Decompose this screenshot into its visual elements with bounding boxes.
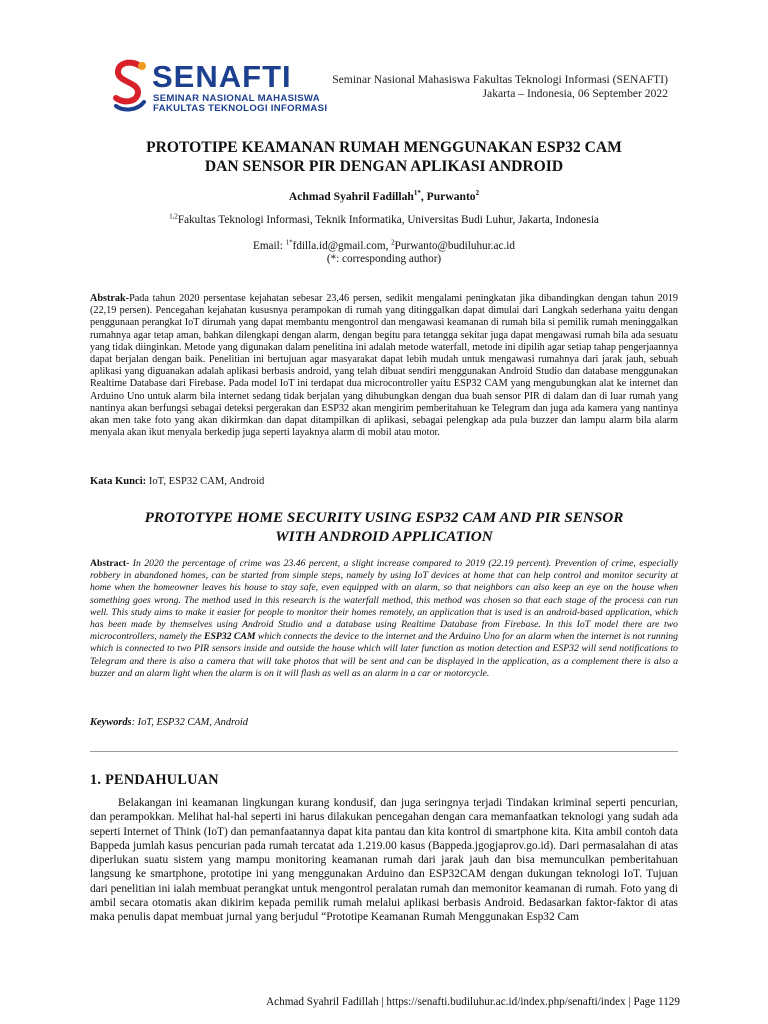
email-label: Email: [253, 240, 286, 252]
english-keywords-text: : IoT, ESP32 CAM, Android [131, 717, 248, 728]
logo-subtitle-1: SEMINAR NASIONAL MAHASISWA [153, 93, 320, 104]
page-footer: Achmad Syahril Fadillah | https://senafti.budiluhur.ac.id/index.php/senafti/index | Page 1129 [266, 996, 680, 1008]
abstract-english [90, 558, 678, 680]
senafti-logo [110, 58, 328, 114]
english-abstract-bold: ESP32 CAM [204, 631, 256, 643]
author-separator: , [420, 190, 427, 203]
abstract-indonesian [90, 293, 678, 439]
affiliation-text: Fakultas Teknologi Informasi, Teknik Informatika, Universitas Budi Luhur, Jakarta, Indonesia [177, 214, 599, 226]
logo-wordmark: SENAFTI [152, 59, 292, 94]
keywords-label: Kata Kunci: [90, 476, 149, 487]
paper-title [60, 138, 708, 176]
email-2-mark: 2 [391, 238, 395, 247]
author-1-mark: 1* [413, 189, 421, 198]
author-1: Achmad Syahril Fadillah [288, 190, 414, 203]
conference-place-date: Jakarta – Indonesia, 06 September 2022 [482, 87, 668, 100]
keywords-text: IoT, ESP32 CAM, Android [148, 476, 265, 487]
english-title-line-1: PROTOTYPE HOME SECURITY USING ESP32 CAM AND PIR SENSOR [144, 509, 624, 526]
english-abstract-text-b: which connects the device to the internet and the Arduino Uno for an alarm when the internet is not running which is connected to two PIR sensors inside and outside the house which will later function as motion detection and ESP32 will send notifications to Telegram and there is also a camera that will take photos that will be sent and can be displayed in the application, as a complement there is also a buzzer and an alarm light when the alarm is on it will flash as well as an alarm in a car or motorcycle. [90, 631, 678, 679]
emails [60, 240, 708, 266]
paper-title-line-2: DAN SENSOR PIR DENGAN APLIKASI ANDROID [204, 158, 564, 175]
logo-subtitle-2: FAKULTAS TEKNOLOGI INFORMASI [153, 103, 328, 114]
affiliation [60, 214, 708, 226]
author-2-mark: 2 [475, 189, 480, 198]
authors [60, 190, 708, 203]
english-abstract-label: Abstract- [90, 558, 133, 569]
email-2-link[interactable]: Purwanto@budiluhur.ac.id [394, 240, 515, 252]
paper-title-line-1: PROTOTIPE KEAMANAN RUMAH MENGGUNAKAN ESP32 CAM [146, 139, 622, 156]
keywords-english [90, 717, 248, 728]
email-1-link[interactable]: fdilla.id@gmail.com, [292, 240, 392, 252]
abstract-text: Pada tahun 2020 persentase kejahatan sebesar 23,46 persen, sedikit mengalami peningkatan jika dibandingkan dengan tahun 2019 (22,19 persen). Pencegahan kejahatan kususnya perampokan di rumah yang ditinggalkan dapat dimulai dari Langkah sederhana yaitu dengan penggunaan perangkat IoT dirumah yang dapat membantu mengontrol dan mengawasi keamanan di rumah bila si pemilik rumah meninggalkan rumahnya agar tetap aman, bahkan dilengkapi dengan alarm, dengan begitu para tetangga sekitar juga dapat mengawasi rumah bila ada sesuatu yang tidak diinginkan. Metode yang digunakan dalam penelitina ini adalah metode waterfall, metode ini dipilih agar setiap tahap pengerjaannya dapat berjalan dengan baik. Penelitian ini bertujuan agar masyarakat dapat lebih mudah untuk mengawasi rumahnya dari jarak jauh, sebuah aplikasi yang diguanakan adalah aplikasi berbasis android, yang telah dibuat sendiri menggunakan Android Studio dan database menggunakan Realtime Database dari Firebase. Pada model IoT ini terdapat dua microcontroller yaitu ESP32 CAM yang mengubungkan alat ke internet dan Arduino Uno untuk alarm bila internet sedang tidak berjalan yang dihubungkan dengan dua buah sensor PIR di dalam dan di luar rumah yang nantinya akan berfungsi sebagai deteksi pergerakan dan ESP32 akan mengirim pemberitahuan ke Telegram dan juga ada kamera yang nantinya akan men take foto yang akan dikirmkan dan dapat ditampilkan di aplikasi, sebagai pelengkap ada pula buzzer dan lampu alarm bila alarm menyala akan ikut menyala berkedip juga seperti layaknya alarm di mobil atau motor. [90, 293, 678, 439]
affiliation-mark: 1,2 [169, 212, 178, 221]
english-keywords-label: Keywords [90, 717, 132, 728]
keywords-indonesian [90, 476, 264, 487]
english-title-line-2: WITH ANDROID APPLICATION [275, 528, 493, 545]
conference-name: Seminar Nasional Mahasiswa Fakultas Teknologi Informasi (SENAFTI) [332, 73, 668, 86]
conference-info [332, 73, 668, 101]
section-divider [90, 751, 678, 752]
author-2: Purwanto [426, 190, 476, 203]
senafti-s-logo-icon [110, 58, 150, 114]
corresponding-note: (*: corresponding author) [326, 253, 442, 265]
email-1-mark: 1* [285, 238, 293, 247]
english-title [60, 508, 708, 546]
section-body: Belakangan ini keamanan lingkungan kurang kondusif, dan juga seringnya terjadi Tindakan kriminal seperti pencurian, dan perampokkan. Melihat hal-hal seperti ini harus dilakukan pencegahan dengan cara memanfaatkan teknologi yang sudah ada seperti Internet of Think (IoT) dan pemanfaatannya dapat kita pantau dan kita kontrol di smartphone kita. Kita ambil contoh data Bappeda jumlah kasus pencurian pada rumah tercatat ada 1.219.00 kasus (Bappeda.jgogjaprov.go.id). Dari permasalahan di atas diperlukan suatu sistem yang mampu monitoring keamanan rumah dari jarak jauh dan bisa memunculkan pemberitahuan langsung ke smartphone, prototipe ini yang menggunakan Arduino dan ESP32CAM dengan dukungan teknologi IoT. Tujuan dari penelitian ini ialah membuat perangkat untuk mengontrol peralatan rumah dan memonitor keamanan di rumah. Foto yang di ambil secara otomatis akan dikirim kepada pemilik rumah melalui aplikasi berbasis Android. Bedasarkan faktor-faktor di atas maka penulis dapat membuat jurnal yang berjudul “Prototipe Keamanan Rumah Menggunakan Esp32 Cam [90, 797, 678, 924]
abstract-label: Abstrak- [90, 293, 130, 304]
section-heading: 1. PENDAHULUAN [90, 772, 219, 788]
english-abstract-text-a: In 2020 the percentage of crime was 23.46 percent, a slight increase compared to 2019 (22.19 percent). Prevention of crime, especially robbery in abandoned homes, can be started from simple steps, namely by using IoT devices at home that can help control and monitor security at home when the homeowner leaves his house to stay safe, even equipped with an alarm, so that neighbors can also keep an eye on the house when something goes wrong. The method used in this research is the waterfall method, this method was chosen so that each stage of the process can run well. This study aims to make it easier for people to monitor their homes remotely, an application that is used is an android-based application, which has been made by themselves using Android Studio and a database using Realtime Database from Firebase. In this IoT model there are two microcontrollers, namely the [90, 558, 678, 643]
